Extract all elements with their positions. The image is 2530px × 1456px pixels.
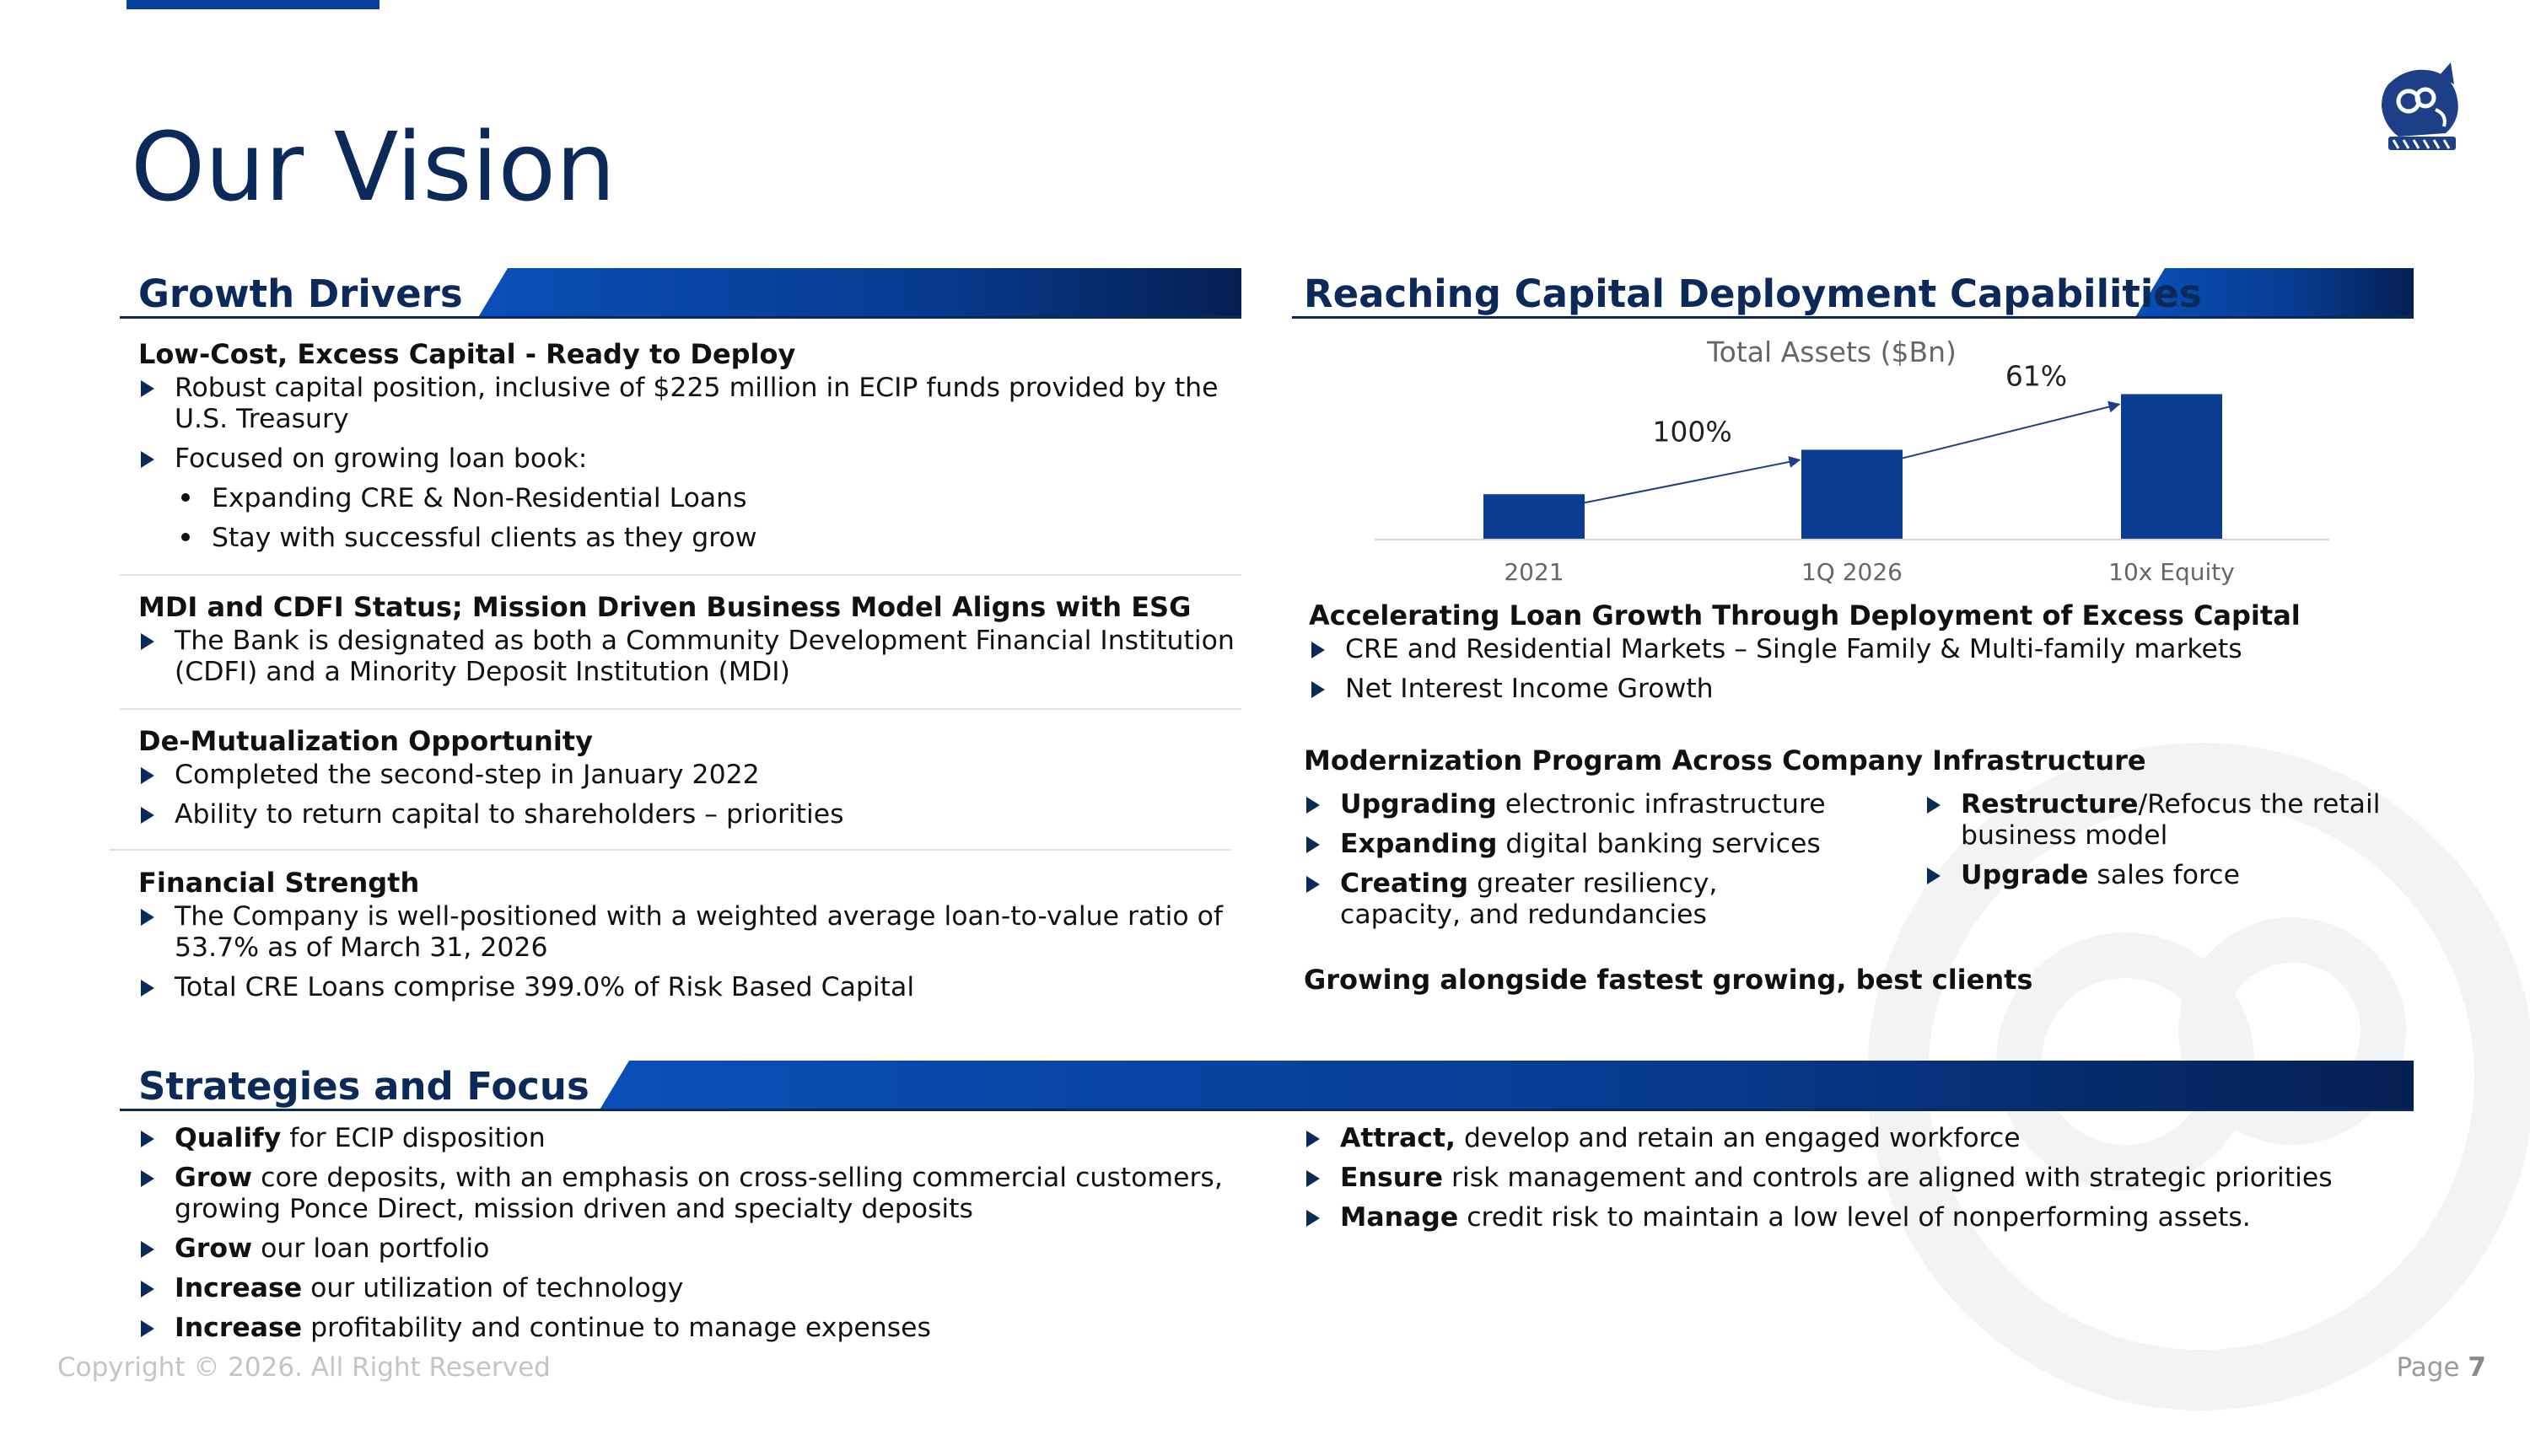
list-item: The Company is well-positioned with a weighted average loan-to-value ratio of 53.7% as of March 31, 2026 <box>138 901 1235 964</box>
list-item: Restructure/Refocus the retail business model <box>1924 789 2397 852</box>
list-item: Total CRE Loans comprise 399.0% of Risk Based Capital <box>138 972 1235 1003</box>
list-item: Net Interest Income Growth <box>1309 674 2405 705</box>
list-item: CRE and Residential Markets – Single Family & Multi-family markets <box>1309 634 2405 665</box>
capital-deployment-heading: Reaching Capital Deployment Capabilities <box>1304 271 2202 316</box>
page-title: Our Vision <box>131 113 616 223</box>
strategies-left-list <box>138 1123 1235 1352</box>
copyright-notice: Copyright © 2026. All Right Reserved <box>57 1352 551 1383</box>
growth-block-mdi <box>138 588 1235 696</box>
chart-bar <box>1483 494 1585 539</box>
list-item: Grow our loan portfolio <box>138 1233 1235 1265</box>
growth-block-capital <box>138 336 1235 562</box>
list-item: Qualify for ECIP disposition <box>138 1123 1235 1154</box>
growth-block-title: MDI and CDFI Status; Mission Driven Business Model Aligns with ESG <box>138 591 1192 623</box>
list-item: Upgrading electronic infrastructure <box>1304 789 1844 820</box>
list-item: Ability to return capital to shareholders – priorities <box>138 799 1235 830</box>
list-item: The Bank is designated as both a Community Development Financial Institution (CDFI) and a Minority Deposit Institution (MDI) <box>138 626 1235 688</box>
list-item: Manage credit risk to maintain a low level of nonperforming assets. <box>1304 1202 2400 1233</box>
list-item: Ensure risk management and controls are aligned with strategic priorities <box>1304 1163 2400 1194</box>
growth-block-financial <box>138 864 1235 1012</box>
growth-arrow <box>1903 404 2119 458</box>
list-item: Stay with successful clients as they grow <box>138 523 1235 554</box>
modernization-right-list <box>1924 789 2397 900</box>
divider <box>120 708 1241 710</box>
chart-bar <box>2121 394 2222 539</box>
strategies-heading: Strategies and Focus <box>138 1064 589 1109</box>
list-item: Creating greater resiliency, capacity, and redundancies <box>1304 868 1844 931</box>
page-label: Page <box>2396 1352 2460 1383</box>
modernization-title: Modernization Program Across Company Infrastructure <box>1304 744 2146 776</box>
divider <box>110 849 1231 851</box>
top-accent-bar <box>126 0 380 9</box>
list-item: Attract, develop and retain an engaged workforce <box>1304 1123 2400 1154</box>
strategies-right-list <box>1304 1123 2400 1242</box>
growth-drivers-heading: Growth Drivers <box>138 271 463 316</box>
growth-label: 61% <box>2005 359 2068 393</box>
list-item: Focused on growing loan book: <box>138 443 1235 475</box>
growth-arrow <box>1585 459 1800 502</box>
modernization-left-list <box>1304 789 1844 939</box>
chart-tick-label: 1Q 2026 <box>1801 558 1903 586</box>
closing-statement: Growing alongside fastest growing, best clients <box>1304 964 2033 996</box>
capital-deployment-header <box>1292 268 2414 319</box>
growth-drivers-header <box>120 268 1241 319</box>
list-item: Upgrade sales force <box>1924 860 2397 891</box>
list-item: Expanding digital banking services <box>1304 829 1844 860</box>
lending-block <box>1309 597 2405 713</box>
list-item: Robust capital position, inclusive of $225 million in ECIP funds provided by the U.S. Treasury <box>138 373 1235 435</box>
growth-block-title: Financial Strength <box>138 867 420 899</box>
chart-tick-label: 2021 <box>1504 558 1564 586</box>
lending-title: Accelerating Loan Growth Through Deployment of Excess Capital <box>1309 599 2301 631</box>
page-number-value: 7 <box>2468 1352 2486 1383</box>
page-number <box>2397 1352 2487 1383</box>
strategies-header <box>120 1061 2414 1111</box>
growth-block-title: De-Mutualization Opportunity <box>138 725 593 757</box>
growth-block-demutualization <box>138 723 1235 839</box>
list-item: Grow core deposits, with an emphasis on cross-selling commercial customers, growing Ponce Direct, mission driven and specialty deposits <box>138 1163 1235 1225</box>
list-item: Completed the second-step in January 2022 <box>138 760 1235 791</box>
growth-block-title: Low-Cost, Excess Capital - Ready to Deploy <box>138 338 796 370</box>
chart-title: Total Assets ($Bn) <box>1707 336 1957 368</box>
list-item: Expanding CRE & Non-Residential Loans <box>138 483 1235 514</box>
divider <box>120 574 1241 576</box>
list-item: Increase our utilization of technology <box>138 1273 1235 1304</box>
modernization-block <box>1304 742 2400 779</box>
list-item: Increase profitability and continue to manage expenses <box>138 1313 1235 1344</box>
chart-tick-label: 10x Equity <box>2108 558 2235 586</box>
chart-bar <box>1801 449 1903 539</box>
knight-helmet-logo-icon <box>2373 59 2468 158</box>
growth-label: 100% <box>1652 415 1732 449</box>
